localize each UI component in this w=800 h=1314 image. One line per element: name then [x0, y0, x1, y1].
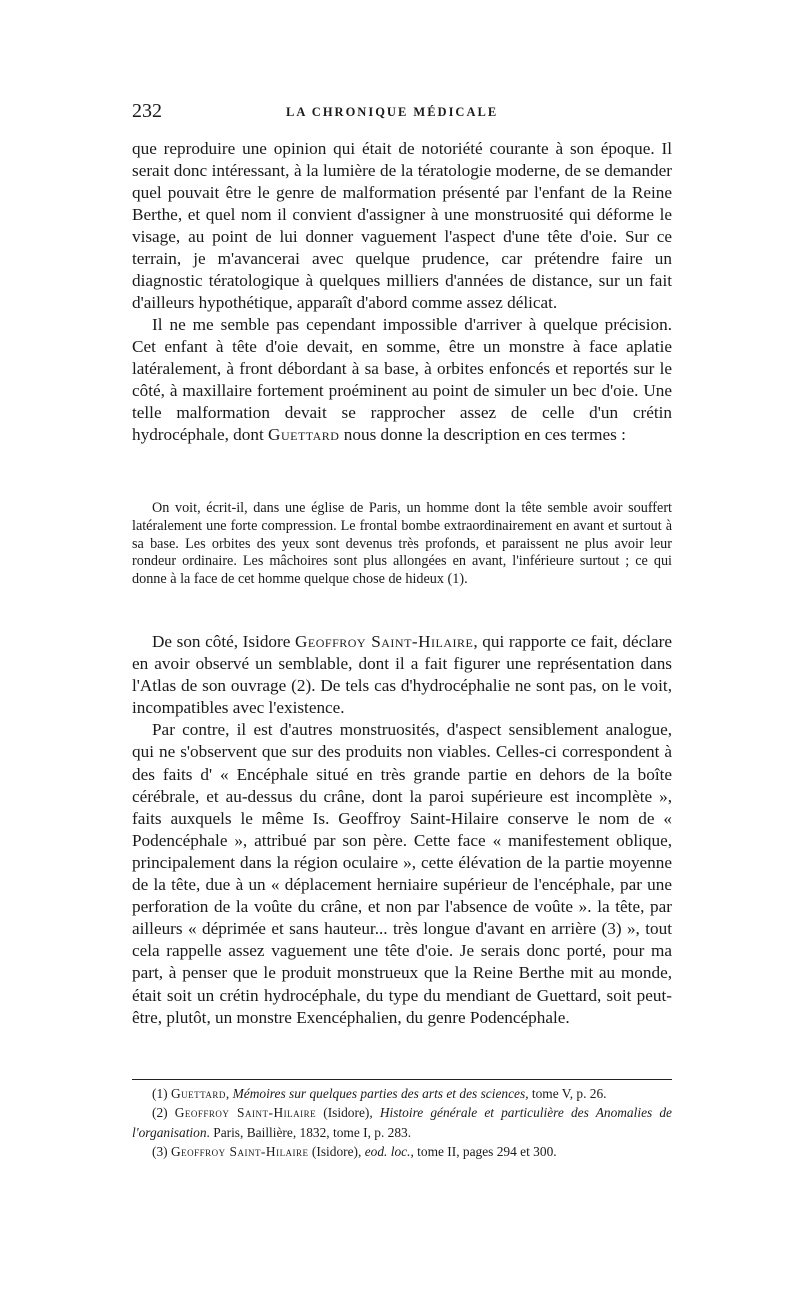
footnote-1-title: Mémoires sur quelques parties des arts et des sciences	[232, 1086, 526, 1101]
paragraph-1: que reproduire une opinion qui était de notoriété courante à son époque. Il serait donc intéressant, à la lumière de la tératologie moderne, de se demander quel pouvait être le genre de malformation présenté par l'enfant de la Reine Berthe, et quel nom il convient d'assigner à une monstruosité qui déforme le visage, au point de lui donner vaguement l'aspect d'une tête d'oie. Sur ce terrain, je m'avancerai avec quelque prudence, car prétendre faire un diagnostic tératologique à quelques milliers d'années de distance, sur un fait d'ailleurs hypothétique, apparaît d'abord comme assez délicat.	[132, 139, 672, 312]
page-number: 232	[132, 100, 162, 122]
paragraph-3-end: , qui rapporte ce fait, déclare en avoir observé un semblable, dont il a fait figurer une représentation dans l'Atlas de son ouvrage (2). De tels cas d'hydrocéphalie ne sont pas, on le voit, incompatibles avec l'existence.	[132, 632, 672, 718]
footnote-2-author: Geoffroy Saint-Hilaire	[174, 1105, 317, 1121]
body-text	[132, 138, 672, 446]
footnotes	[132, 1084, 672, 1162]
footnote-3	[132, 1142, 672, 1161]
author-name-geoffroy: Geoffroy Saint-Hilaire	[295, 632, 474, 651]
footnote-1-number: (1)	[152, 1086, 171, 1101]
quote-text: On voit, écrit-il, dans une église de Paris, un homme dont la tête semble avoir souffert latéralement une forte compression. Le frontal bombe extraordinairement en avant et surtout à sa base. Les orbites des yeux sont devenus très profonds, et paraissent ne plus avoir leur rondeur ordinaire. Les mâchoires sont plus allongées en avant, l'inférieure surtout ; ce qui donne à la face de cet homme quelque chose de hideux (1).	[132, 500, 672, 588]
paragraph-2-text: Il ne me semble pas cependant impossible d'arriver à quelque précision. Cet enfant à tête d'oie devait, en somme, être un monstre à face aplatie latéralement, à front débordant à sa base, à orbites enfoncés et reportés sur le côté, à maxillaire fortement proéminent au point de simuler un bec d'oie. Une telle malformation devait se rapprocher assez de celle d'un crétin hydrocéphale, dont	[132, 315, 672, 444]
footnote-2-number: (2)	[152, 1105, 175, 1121]
author-name-guettard: Guettard	[268, 425, 340, 444]
footnote-1-author: Guettard	[170, 1086, 226, 1101]
footnote-3-title: eod. loc.	[364, 1144, 411, 1160]
footnote-3-end: , tome II, pages 294 et 300.	[410, 1144, 557, 1160]
paragraph-4: Par contre, il est d'autres monstruosités, d'aspect sensiblement analogue, qui ne s'observent que sur des produits non viables. Celles-ci correspondent à des faits d' « Encéphale situé en très grande partie en dehors de la boîte cérébrale, et au-dessus du crâne, dont la paroi supérieure est incomplète », faits auxquels le même Is. Geoffroy Saint-Hilaire conserve le nom de « Podencéphale », attribué par son père. Cette face « manifestement oblique, principalement dans la région oculaire », cette élévation de la partie moyenne de la tête, due à un « déplacement herniaire supérieur de l'encéphale, par une perforation de la voûte du crâne, et non par l'absence de voûte ». la tête, par ailleurs « déprimée et sans hauteur... très longue d'avant en arrière (3) », tout cela rappelle assez vaguement une tête d'oie. Je serais donc porté, pour ma part, à penser que le produit monstrueux que la Reine Berthe mit au monde, était soit un crétin hydrocéphale, du type du mendiant de Guettard, soit peut-être, plutôt, un monstre Exencéphalien, du genre Podencéphale.	[132, 720, 672, 1027]
footnote-2-end: . Paris, Baillière, 1832, tome I, p. 283.	[206, 1124, 412, 1140]
footnote-divider	[132, 1079, 672, 1080]
footnote-2-mid: (Isidore),	[316, 1105, 380, 1121]
paragraph-3	[132, 631, 672, 719]
footnote-2	[132, 1103, 672, 1142]
paragraph-2	[132, 314, 672, 446]
running-title: LA CHRONIQUE MÉDICALE	[286, 105, 499, 119]
footnote-3-author: Geoffroy Saint-Hilaire	[170, 1144, 309, 1160]
footnote-2-title: Histoire générale et particulière des Anomalies de l'organisation	[132, 1105, 672, 1140]
body-text-continued	[132, 631, 672, 1029]
block-quote	[132, 500, 672, 589]
paragraph-2-end: nous donne la description en ces termes :	[339, 425, 626, 444]
footnote-1	[132, 1084, 672, 1103]
footnote-3-mid: (Isidore),	[308, 1144, 365, 1160]
footnote-3-number: (3)	[152, 1144, 171, 1160]
page-header	[132, 100, 672, 124]
footnote-1-end: , tome V, p. 26.	[525, 1086, 607, 1101]
footnote-1-sep: ,	[225, 1086, 233, 1101]
paragraph-3-start: De son côté, Isidore	[152, 632, 295, 651]
